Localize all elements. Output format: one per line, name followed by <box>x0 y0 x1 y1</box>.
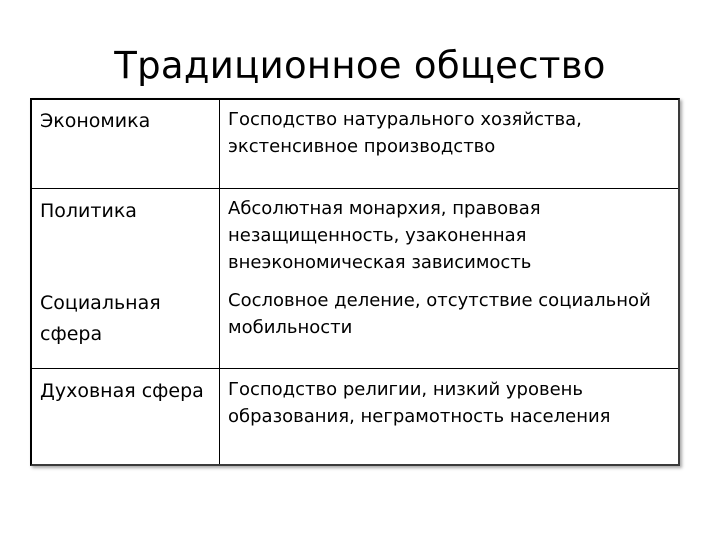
sphere-social: Социальная сфера <box>40 292 161 345</box>
row-divider <box>32 368 678 369</box>
sphere-politics: Политика <box>40 200 137 222</box>
description-spiritual: Господство религии, низкий уровень образования, неграмотность населения <box>228 379 611 427</box>
description-social: Сословное деление, отсутствие социальной мобильности <box>228 290 651 338</box>
sphere-spiritual: Духовная сфера <box>40 380 204 402</box>
sphere-economy: Экономика <box>40 110 151 132</box>
description-economy: Господство натурального хозяйства, экстенсивное производство <box>228 109 582 157</box>
column-divider <box>219 100 220 464</box>
page-title: Традиционное общество <box>114 44 606 87</box>
row-divider <box>32 188 678 189</box>
comparison-table <box>30 98 680 466</box>
description-politics: Абсолютная монархия, правовая незащищенность, узаконенная внеэкономическая зависимость <box>228 198 541 273</box>
